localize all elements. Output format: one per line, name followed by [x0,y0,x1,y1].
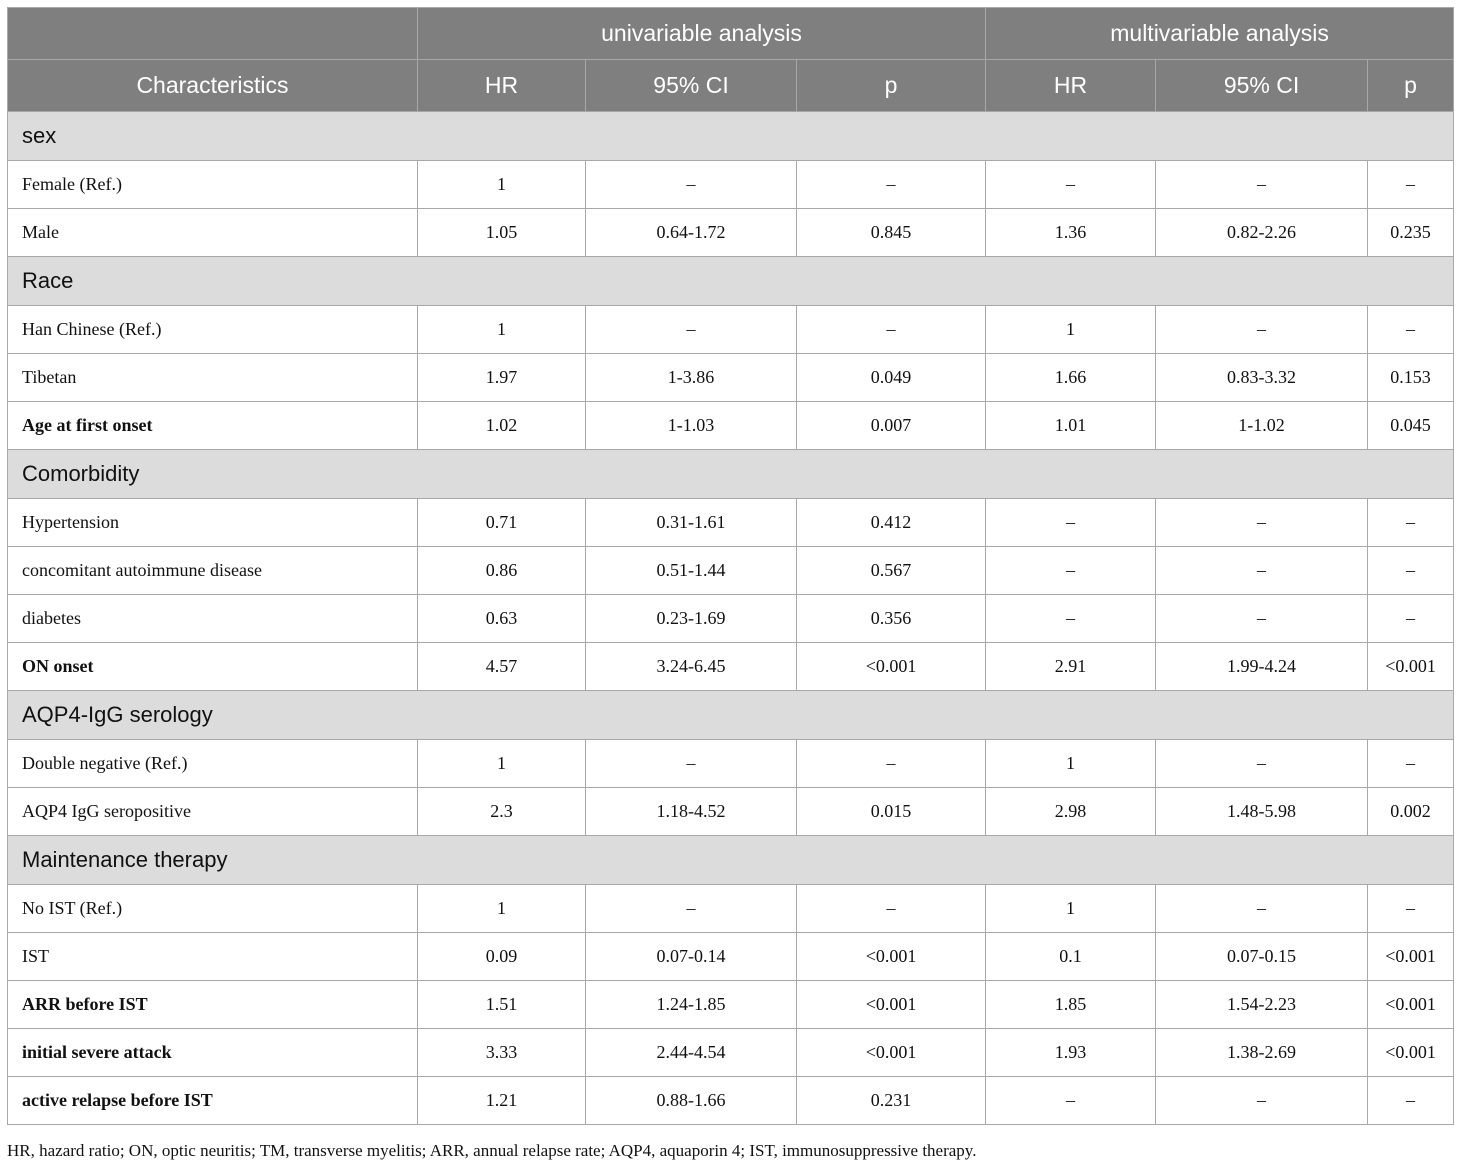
multi-p-cell: – [1368,499,1454,547]
table-row [8,1077,1454,1125]
table-row [8,499,1454,547]
uni-p-cell: <0.001 [797,1029,986,1077]
uni-hr-cell: 1 [418,885,586,933]
uni-p-cell: 0.049 [797,354,986,402]
table-row [8,981,1454,1029]
row-label: Tibetan [8,354,418,402]
multi-ci-cell: – [1156,740,1368,788]
row-label: Male [8,209,418,257]
uni-hr-cell: 2.3 [418,788,586,836]
row-label: AQP4 IgG seropositive [8,788,418,836]
hazard-ratio-table [7,7,1454,1125]
uni-hr-cell: 1 [418,740,586,788]
row-label: ARR before IST [8,981,418,1029]
uni-p-cell: – [797,885,986,933]
uni-p-cell: 0.567 [797,547,986,595]
uni-hr-cell: 1.02 [418,402,586,450]
uni-ci-cell: 3.24-6.45 [586,643,797,691]
multi-hr-cell: 2.98 [986,788,1156,836]
uni-ci-cell: 0.07-0.14 [586,933,797,981]
multi-hr-cell: – [986,499,1156,547]
table-row [8,354,1454,402]
uni-hr-cell: 1.21 [418,1077,586,1125]
row-label: Age at first onset [8,402,418,450]
multi-p-cell: – [1368,885,1454,933]
header-multi-p: p [1368,60,1454,112]
table-row [8,740,1454,788]
table-row [8,161,1454,209]
multi-ci-cell: 1-1.02 [1156,402,1368,450]
header-group-univariable: univariable analysis [418,8,986,60]
uni-p-cell: 0.231 [797,1077,986,1125]
table-row [8,933,1454,981]
hazard-ratio-table-container [7,7,1453,1125]
uni-p-cell: – [797,161,986,209]
multi-p-cell: – [1368,547,1454,595]
multi-hr-cell: 1.36 [986,209,1156,257]
uni-p-cell: 0.412 [797,499,986,547]
table-row [8,547,1454,595]
multi-ci-cell: 1.48-5.98 [1156,788,1368,836]
uni-ci-cell: – [586,161,797,209]
multi-hr-cell: 1 [986,740,1156,788]
row-label: Double negative (Ref.) [8,740,418,788]
multi-p-cell: <0.001 [1368,981,1454,1029]
row-label: Female (Ref.) [8,161,418,209]
row-label: IST [8,933,418,981]
header-multi-hr: HR [986,60,1156,112]
section-row [8,691,1454,740]
multi-hr-cell: 1 [986,306,1156,354]
multi-hr-cell: 1 [986,885,1156,933]
uni-hr-cell: 0.63 [418,595,586,643]
uni-p-cell: 0.007 [797,402,986,450]
uni-hr-cell: 1 [418,161,586,209]
multi-hr-cell: 1.66 [986,354,1156,402]
multi-ci-cell: 1.99-4.24 [1156,643,1368,691]
table-row [8,885,1454,933]
multi-ci-cell: – [1156,595,1368,643]
header-uni-p: p [797,60,986,112]
multi-p-cell: 0.235 [1368,209,1454,257]
multi-hr-cell: 1.93 [986,1029,1156,1077]
multi-p-cell: <0.001 [1368,1029,1454,1077]
multi-p-cell: – [1368,740,1454,788]
uni-hr-cell: 1.05 [418,209,586,257]
uni-ci-cell: 0.64-1.72 [586,209,797,257]
multi-ci-cell: – [1156,499,1368,547]
multi-hr-cell: – [986,595,1156,643]
header-group-row [8,8,1454,60]
multi-ci-cell: 0.82-2.26 [1156,209,1368,257]
uni-hr-cell: 3.33 [418,1029,586,1077]
uni-ci-cell: 0.23-1.69 [586,595,797,643]
multi-ci-cell: 0.07-0.15 [1156,933,1368,981]
uni-hr-cell: 0.86 [418,547,586,595]
header-column-row [8,60,1454,112]
section-label: AQP4-IgG serology [8,691,1454,740]
multi-ci-cell: – [1156,306,1368,354]
multi-hr-cell: – [986,1077,1156,1125]
multi-p-cell: – [1368,306,1454,354]
section-label: Maintenance therapy [8,836,1454,885]
multi-p-cell: – [1368,595,1454,643]
multi-p-cell: <0.001 [1368,933,1454,981]
uni-p-cell: <0.001 [797,933,986,981]
section-label: sex [8,112,1454,161]
multi-hr-cell: 1.85 [986,981,1156,1029]
multi-ci-cell: 1.54-2.23 [1156,981,1368,1029]
multi-p-cell: 0.002 [1368,788,1454,836]
multi-p-cell: – [1368,1077,1454,1125]
multi-ci-cell: – [1156,885,1368,933]
multi-ci-cell: 1.38-2.69 [1156,1029,1368,1077]
multi-p-cell: 0.153 [1368,354,1454,402]
section-row [8,836,1454,885]
header-group-blank [8,8,418,60]
row-label: initial severe attack [8,1029,418,1077]
uni-ci-cell: – [586,740,797,788]
row-label: active relapse before IST [8,1077,418,1125]
multi-p-cell: – [1368,161,1454,209]
multi-hr-cell: 1.01 [986,402,1156,450]
multi-hr-cell: 2.91 [986,643,1156,691]
table-row [8,209,1454,257]
uni-hr-cell: 1.97 [418,354,586,402]
uni-ci-cell: 1.24-1.85 [586,981,797,1029]
row-label: Han Chinese (Ref.) [8,306,418,354]
uni-hr-cell: 4.57 [418,643,586,691]
table-row [8,643,1454,691]
uni-ci-cell: 0.88-1.66 [586,1077,797,1125]
uni-ci-cell: 0.31-1.61 [586,499,797,547]
header-multi-ci: 95% CI [1156,60,1368,112]
section-row [8,257,1454,306]
uni-p-cell: <0.001 [797,643,986,691]
section-row [8,112,1454,161]
table-row [8,788,1454,836]
multi-p-cell: <0.001 [1368,643,1454,691]
multi-hr-cell: – [986,161,1156,209]
header-group-multivariable: multivariable analysis [986,8,1454,60]
row-label: diabetes [8,595,418,643]
row-label: Hypertension [8,499,418,547]
uni-hr-cell: 1 [418,306,586,354]
uni-hr-cell: 1.51 [418,981,586,1029]
header-characteristics: Characteristics [8,60,418,112]
uni-ci-cell: 0.51-1.44 [586,547,797,595]
uni-ci-cell: 1-3.86 [586,354,797,402]
uni-ci-cell: – [586,306,797,354]
row-label: ON onset [8,643,418,691]
section-label: Comorbidity [8,450,1454,499]
table-row [8,595,1454,643]
uni-ci-cell: 1.18-4.52 [586,788,797,836]
multi-ci-cell: – [1156,547,1368,595]
header-uni-ci: 95% CI [586,60,797,112]
multi-ci-cell: – [1156,161,1368,209]
table-header [8,8,1454,112]
row-label: concomitant autoimmune disease [8,547,418,595]
table-body [8,112,1454,1125]
section-label: Race [8,257,1454,306]
multi-hr-cell: – [986,547,1156,595]
uni-p-cell: – [797,306,986,354]
uni-hr-cell: 0.71 [418,499,586,547]
uni-ci-cell: – [586,885,797,933]
uni-hr-cell: 0.09 [418,933,586,981]
multi-ci-cell: 0.83-3.32 [1156,354,1368,402]
uni-p-cell: – [797,740,986,788]
multi-hr-cell: 0.1 [986,933,1156,981]
section-row [8,450,1454,499]
row-label: No IST (Ref.) [8,885,418,933]
table-row [8,402,1454,450]
uni-ci-cell: 2.44-4.54 [586,1029,797,1077]
uni-p-cell: <0.001 [797,981,986,1029]
uni-p-cell: 0.015 [797,788,986,836]
uni-ci-cell: 1-1.03 [586,402,797,450]
table-row [8,306,1454,354]
table-row [8,1029,1454,1077]
table-footnote: HR, hazard ratio; ON, optic neuritis; TM, transverse myelitis; ARR, annual relapse rate; AQP4, aquaporin 4; IST, immunosuppressive therapy. [7,1141,977,1160]
uni-p-cell: 0.356 [797,595,986,643]
multi-p-cell: 0.045 [1368,402,1454,450]
multi-ci-cell: – [1156,1077,1368,1125]
uni-p-cell: 0.845 [797,209,986,257]
header-uni-hr: HR [418,60,586,112]
